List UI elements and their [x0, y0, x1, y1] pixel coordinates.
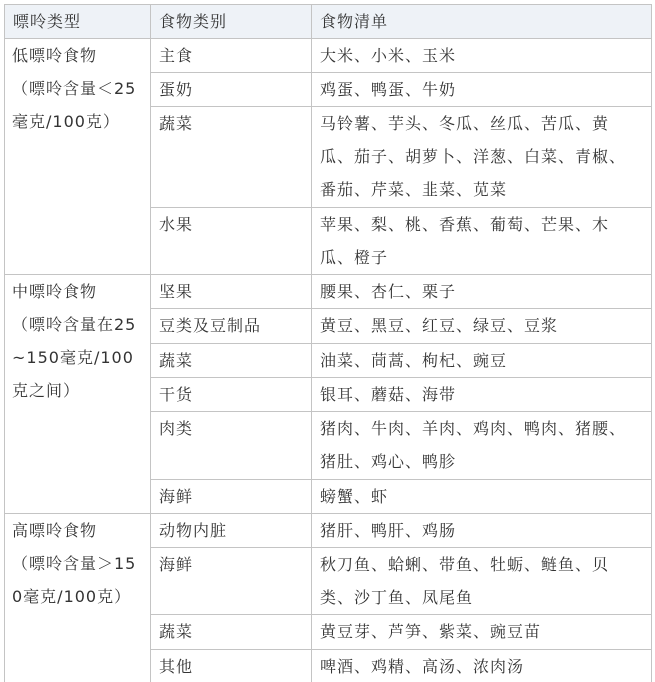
purine-food-table	[4, 4, 652, 682]
food-list-cell	[312, 208, 652, 275]
food-list-line: 番茄、芹菜、韭菜、苋菜	[320, 180, 508, 199]
food-list-line: 猪肉、牛肉、羊肉、鸡肉、鸭肉、猪腰、	[320, 419, 627, 438]
purine-type-line: （嘌呤含量＜25	[12, 79, 137, 98]
purine-type-line: 0毫克/100克）	[12, 587, 132, 606]
food-list-line: 类、沙丁鱼、凤尾鱼	[320, 588, 474, 607]
food-list-line: 螃蟹、虾	[320, 487, 389, 506]
purine-type-line: 克之间）	[12, 381, 81, 400]
food-list-line: 银耳、蘑菇、海带	[320, 385, 457, 404]
food-list-line: 瓜、茄子、胡萝卜、洋葱、白菜、青椒、	[320, 147, 627, 166]
food-category-cell: 豆类及豆制品	[151, 309, 312, 344]
food-category-cell: 蛋奶	[151, 73, 312, 107]
table-header-row	[5, 5, 652, 39]
food-category-cell: 水果	[151, 208, 312, 275]
purine-type-line: （嘌呤含量＞15	[12, 554, 137, 573]
food-category-cell: 主食	[151, 39, 312, 73]
food-list-line: 秋刀鱼、蛤蜊、带鱼、牡蛎、鲢鱼、贝	[320, 555, 610, 574]
purine-type-cell-medium	[5, 275, 151, 514]
food-category-cell: 海鲜	[151, 480, 312, 514]
header-food-list: 食物清单	[312, 5, 652, 39]
food-list-line: 猪肚、鸡心、鸭胗	[320, 452, 457, 471]
purine-type-cell-low	[5, 39, 151, 275]
table-row	[5, 514, 652, 548]
food-list-cell	[312, 412, 652, 480]
food-list-cell	[312, 548, 652, 615]
food-category-cell: 蔬菜	[151, 107, 312, 208]
food-list-line: 油菜、茼蒿、枸杞、豌豆	[320, 351, 508, 370]
food-list-cell	[312, 650, 652, 682]
food-category-cell: 蔬菜	[151, 615, 312, 650]
food-list-line: 鸡蛋、鸭蛋、牛奶	[320, 80, 457, 99]
food-list-line: 猪肝、鸭肝、鸡肠	[320, 521, 457, 540]
food-list-line: 腰果、杏仁、栗子	[320, 282, 457, 301]
table-row	[5, 275, 652, 309]
purine-type-line: 低嘌呤食物	[12, 46, 98, 65]
food-list-cell	[312, 73, 652, 107]
food-list-line: 黄豆芽、芦笋、紫菜、豌豆苗	[320, 622, 542, 641]
food-list-line: 黄豆、黑豆、红豆、绿豆、豆浆	[320, 316, 559, 335]
food-list-cell	[312, 107, 652, 208]
purine-type-line: 毫克/100克）	[12, 112, 120, 131]
header-purine-type: 嘌呤类型	[5, 5, 151, 39]
food-category-cell: 肉类	[151, 412, 312, 480]
food-list-cell	[312, 275, 652, 309]
food-category-cell: 海鲜	[151, 548, 312, 615]
purine-type-line: 中嘌呤食物	[12, 282, 98, 301]
food-list-line: 啤酒、鸡精、高汤、浓肉汤	[320, 657, 525, 676]
food-list-line: 苹果、梨、桃、香蕉、葡萄、芒果、木	[320, 215, 610, 234]
food-category-cell: 动物内脏	[151, 514, 312, 548]
food-list-line: 马铃薯、芋头、冬瓜、丝瓜、苦瓜、黄	[320, 114, 610, 133]
food-list-line: 瓜、橙子	[320, 248, 389, 267]
food-category-cell: 其他	[151, 650, 312, 682]
food-list-cell	[312, 344, 652, 378]
food-category-cell: 干货	[151, 378, 312, 412]
food-list-cell	[312, 378, 652, 412]
purine-type-line: ~150毫克/100	[12, 348, 134, 367]
purine-type-line: （嘌呤含量在25	[12, 315, 137, 334]
food-list-cell	[312, 514, 652, 548]
food-list-line: 大米、小米、玉米	[320, 46, 457, 65]
table-row	[5, 39, 652, 73]
purine-type-cell-high	[5, 514, 151, 682]
food-category-cell: 蔬菜	[151, 344, 312, 378]
food-list-cell	[312, 480, 652, 514]
food-list-cell	[312, 309, 652, 344]
food-category-cell: 坚果	[151, 275, 312, 309]
purine-type-line: 高嘌呤食物	[12, 521, 98, 540]
food-list-cell	[312, 39, 652, 73]
food-list-cell	[312, 615, 652, 650]
header-food-category: 食物类别	[151, 5, 312, 39]
